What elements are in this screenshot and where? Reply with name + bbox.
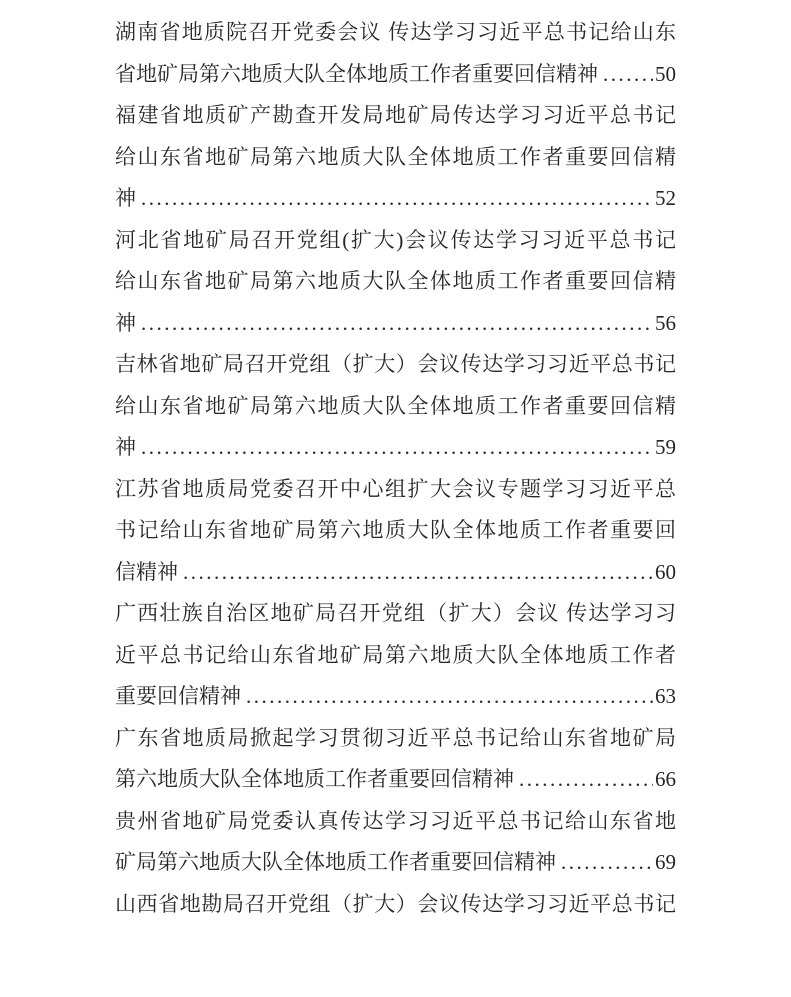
toc-line [115,552,676,594]
toc-page-number: 60 [655,559,676,584]
toc-line: 贵州省地矿局党委认真传达学习习近平总书记给山东省地 [115,808,676,833]
toc-line [115,759,676,801]
toc-line: 福建省地质矿产勘查开发局地矿局传达学习习近平总书记 [115,103,676,127]
toc-line: 山西省地勘局召开党组（扩大）会议传达学习习近平总书记 [115,891,676,916]
toc-entry-text: 信精神 [115,559,178,584]
toc-page-number: 56 [655,310,676,335]
toc-line: 给山东省地矿局第六地质大队全体地质工作者重要回信精 [115,269,676,293]
toc-entry-text: 第六地质大队全体地质工作者重要回信精神 [115,767,514,791]
toc-line [115,842,676,884]
dot-leader [136,427,653,469]
dot-leader [556,842,653,884]
toc-line [115,676,676,718]
dot-leader [598,54,653,96]
dot-leader [178,552,653,594]
toc-page-number: 66 [655,767,676,791]
toc-entry-text: 重要回信精神 [115,684,241,708]
dot-leader [136,178,653,220]
dot-leader [514,759,653,801]
toc-line: 吉林省地矿局召开党组（扩大）会议传达学习习近平总书记 [115,352,676,376]
toc-line: 河北省地矿局召开党组(扩大)会议传达学习习近平总书记 [115,227,676,252]
toc-entry-text: 省地矿局第六地质大队全体地质工作者重要回信精神 [115,61,598,86]
toc-line: 广西壮族自治区地矿局召开党组（扩大）会议 传达学习习 [115,601,676,625]
toc-entry-text: 神 [115,186,136,210]
dot-leader [136,303,653,345]
toc-entry-text: 矿局第六地质大队全体地质工作者重要回信精神 [115,850,556,874]
toc-line: 广东省地质局掀起学习贯彻习近平总书记给山东省地矿局 [115,725,676,750]
toc-entry-text: 神 [115,310,136,335]
toc-line: 江苏省地质局党委召开中心组扩大会议专题学习习近平总 [115,476,676,501]
toc-page-number: 50 [655,61,676,86]
toc-line: 给山东省地矿局第六地质大队全体地质工作者重要回信精 [115,144,676,169]
toc-page-number: 63 [655,684,676,708]
toc-page-number: 69 [655,850,676,874]
toc-line: 近平总书记给山东省地矿局第六地质大队全体地质工作者 [115,642,676,667]
toc-line [115,427,676,469]
dot-leader [241,676,653,718]
toc-line: 湖南省地质院召开党委会议 传达学习习近平总书记给山东 [115,20,676,44]
toc-line: 给山东省地矿局第六地质大队全体地质工作者重要回信精 [115,393,676,418]
toc-line [115,54,676,96]
toc-line [115,303,676,345]
toc-entry-text: 神 [115,435,136,459]
toc-page-number: 59 [655,435,676,459]
toc-line [115,178,676,220]
toc-page-number: 52 [655,186,676,210]
toc-line: 书记给山东省地矿局第六地质大队全体地质工作者重要回 [115,518,676,542]
toc-list [115,12,676,925]
